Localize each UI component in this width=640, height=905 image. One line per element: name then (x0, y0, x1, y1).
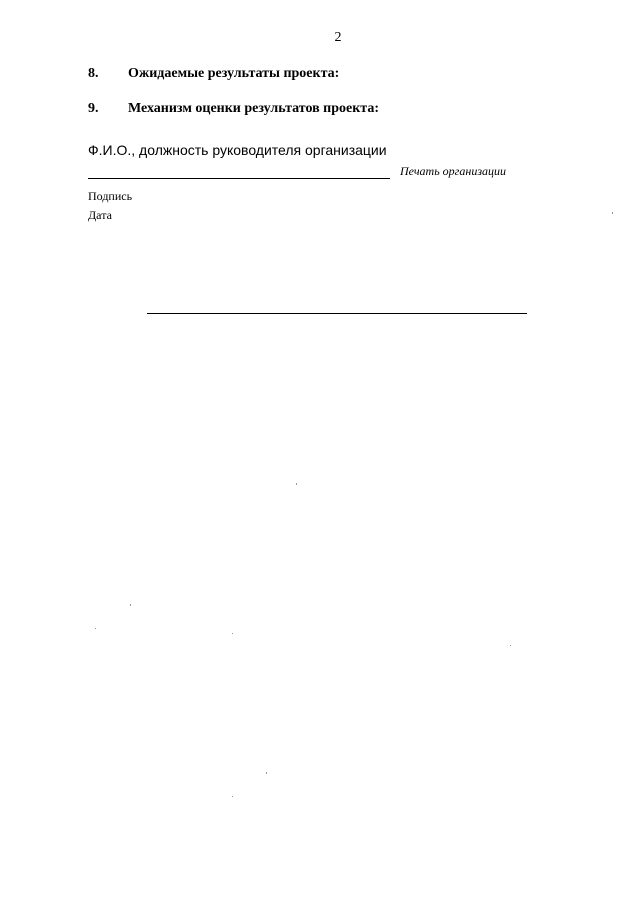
signature-label: Подпись (88, 189, 133, 203)
end-rule (147, 313, 527, 314)
section-9-heading (88, 101, 379, 117)
scan-speck (612, 212, 613, 214)
page-number: 2 (334, 30, 342, 45)
section-8-number: 8. (88, 66, 99, 81)
scan-speck (232, 633, 233, 634)
date-label: Дата (88, 208, 112, 222)
fio-position-label: Ф.И.О., должность руководителя организации (88, 142, 387, 158)
scan-speck (266, 772, 267, 774)
section-9-number: 9. (88, 101, 99, 116)
section-9-title: Механизм оценки результатов проекта: (128, 101, 379, 116)
scan-speck (232, 796, 233, 797)
stamp-label: Печать организации (400, 164, 507, 178)
section-8-title: Ожидаемые результаты проекта: (128, 66, 340, 81)
signature-line (88, 178, 390, 179)
scan-speck (296, 483, 297, 485)
scan-speck (510, 645, 511, 646)
scan-speck (130, 604, 131, 606)
scan-speck (95, 628, 96, 629)
section-8-heading (88, 66, 339, 82)
